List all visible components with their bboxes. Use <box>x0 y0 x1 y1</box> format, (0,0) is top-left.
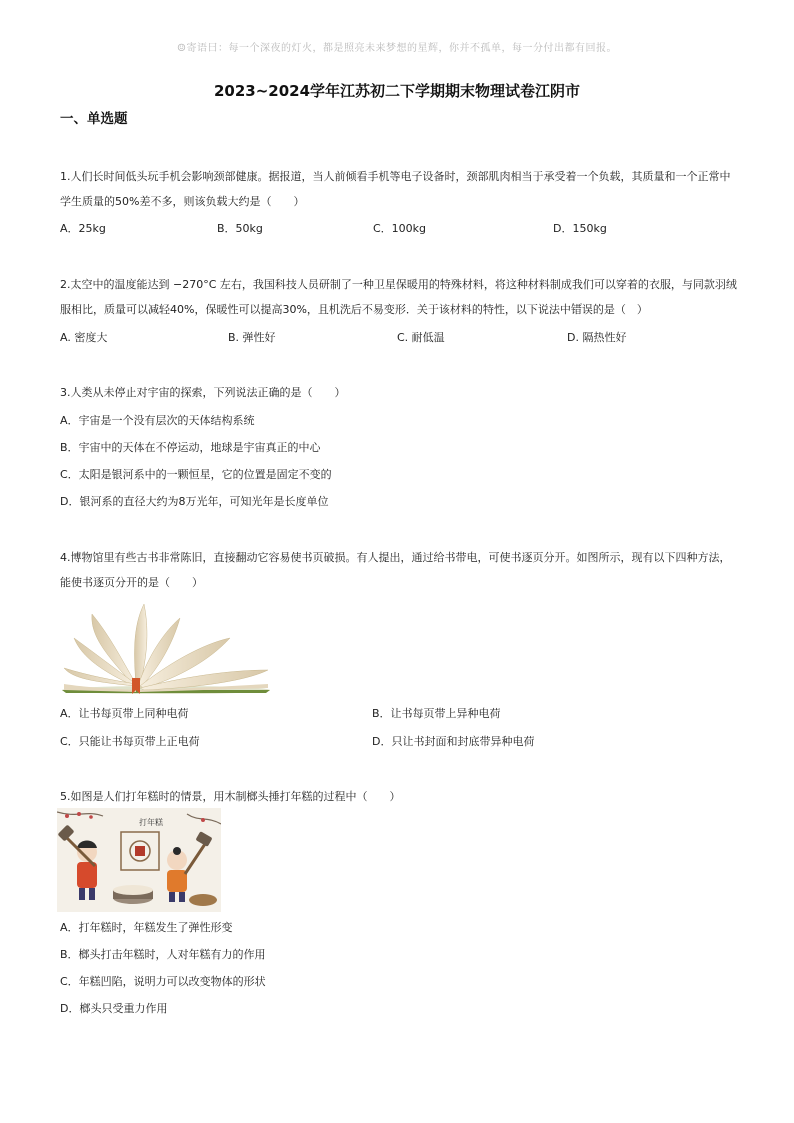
question-4-option-c[interactable]: C．只能让书每页带上正电荷 <box>60 735 200 748</box>
question-1-option-d[interactable]: D．150kg <box>553 222 607 235</box>
question-3-option-c[interactable]: C．太阳是银河系中的一颗恒星，它的位置是固定不变的 <box>60 468 332 481</box>
question-4-stem-line2: 能使书逐页分开的是（ ） <box>60 576 203 589</box>
question-2-stem-line2-a: 服相比，质量可以减轻40%，保暖性可以提高30%，且机洗后不易变形．关于该材料的特性，以下说法中 <box>60 303 571 316</box>
question-5-option-c[interactable]: C．年糕凹陷，说明力可以改变物体的形状 <box>60 975 266 988</box>
question-5-option-a[interactable]: A．打年糕时，年糕发生了弹性形变 <box>60 921 233 934</box>
question-1-option-b[interactable]: B．50kg <box>217 222 263 235</box>
question-2-option-a[interactable]: A. 密度大 <box>60 331 108 344</box>
question-5-option-b[interactable]: B．榔头打击年糕时，人对年糕有力的作用 <box>60 948 266 961</box>
question-1-option-a[interactable]: A．25kg <box>60 222 106 235</box>
question-1-option-c[interactable]: C．100kg <box>373 222 427 235</box>
question-2-option-c[interactable]: C. 耐低温 <box>397 331 445 344</box>
question-2-stem-line2 <box>60 297 740 322</box>
question-1 <box>60 164 740 214</box>
question-2-option-b[interactable]: B. 弹性好 <box>228 331 276 344</box>
question-2-stem-line2-b: 的是（ ） <box>592 303 648 316</box>
question-4-option-a[interactable]: A．让书每页带上同种电荷 <box>60 707 189 720</box>
question-5-option-d[interactable]: D．榔头只受重力作用 <box>60 1002 168 1015</box>
question-3 <box>60 380 740 405</box>
question-1-options <box>60 220 740 242</box>
question-1-stem-line1: 1.人们长时间低头玩手机会影响颈部健康。据报道，当人前倾看手机等电子设备时，颈部肌肉相当于承受着一个负载，其质量和一个正常中 <box>60 170 731 183</box>
question-2 <box>60 272 740 322</box>
question-3-option-b[interactable]: B．宇宙中的天体在不停运动，地球是宇宙真正的中心 <box>60 441 321 454</box>
question-2-options <box>60 329 740 351</box>
question-4-option-d[interactable]: D．只让书封面和封底带异种电荷 <box>372 735 535 748</box>
page-watermark: ☺寄语曰：每一个深夜的灯火，都是照亮未来梦想的星辉，你并不孤单，每一分付出都有回报。 <box>177 43 617 54</box>
question-3-option-d[interactable]: D．银河系的直径大约为8万光年，可知光年是长度单位 <box>60 495 329 508</box>
question-3-option-a[interactable]: A．宇宙是一个没有层次的天体结构系统 <box>60 414 255 427</box>
question-4-stem-line1: 4.博物馆里有些古书非常陈旧，直接翻动它容易使书页破损。有人提出，通过给书带电，可使书逐页分开。如图所示，现有以下四种方法， <box>60 551 731 564</box>
section-heading: 一、单选题 <box>60 111 128 127</box>
question-2-option-d[interactable]: D. 隔热性好 <box>567 331 627 344</box>
question-1-stem-line2: 学生质量的50%差不多，则该负载大约是（ ） <box>60 195 305 208</box>
question-2-stem-line1: 2.太空中的温度能达到 −270°C 左右，我国科技人员研制了一种卫星保暖用的特殊材料，将这种材料制成我们可以穿着的衣服，与同款羽绒 <box>60 278 737 291</box>
question-5 <box>60 784 740 809</box>
exam-title: 2023~2024学年江苏初二下学期期末物理试卷江阴市 <box>213 82 581 100</box>
question-5-stem: 5.如图是人们打年糕时的情景，用木制榔头捶打年糕的过程中（ ） <box>60 790 401 803</box>
question-4-option-b[interactable]: B．让书每页带上异种电荷 <box>372 707 501 720</box>
rice-cake-pounding-figure <box>57 808 221 912</box>
figure-caption-label: 打年糕 <box>139 818 163 827</box>
open-book-figure <box>60 598 272 696</box>
question-2-emphasis-word: · · 错误 <box>571 303 593 316</box>
question-3-stem: 3.人类从未停止对宇宙的探索，下列说法正确的是（ ） <box>60 386 346 399</box>
question-4 <box>60 545 740 595</box>
